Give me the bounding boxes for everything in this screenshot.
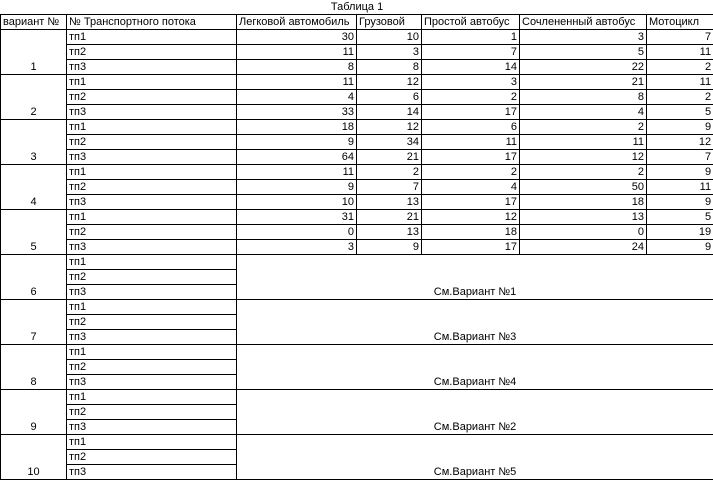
table-row: [1, 60, 713, 75]
see-variant-reference[interactable]: См.Вариант №4: [237, 345, 713, 390]
title-row: [1, 0, 713, 15]
value-cell[interactable]: 11: [422, 135, 520, 150]
stream-cell[interactable]: тп1: [67, 345, 237, 360]
variant-number-cell[interactable]: 9: [1, 390, 67, 435]
stream-cell[interactable]: тп2: [67, 270, 237, 285]
value-cell[interactable]: 2: [422, 165, 520, 180]
variant-number-cell[interactable]: 1: [1, 30, 67, 75]
stream-cell[interactable]: тп1: [67, 165, 237, 180]
value-cell[interactable]: 9: [647, 120, 713, 135]
see-variant-reference[interactable]: См.Вариант №3: [237, 300, 713, 345]
stream-cell[interactable]: тп1: [67, 255, 237, 270]
value-cell[interactable]: 30: [237, 30, 357, 45]
table-row: [1, 105, 713, 120]
stream-cell[interactable]: тп3: [67, 105, 237, 120]
value-cell[interactable]: 17: [422, 105, 520, 120]
column-header[interactable]: Простой автобус: [422, 15, 520, 30]
value-cell[interactable]: 11: [237, 165, 357, 180]
value-cell[interactable]: 3: [237, 240, 357, 255]
table-row: [1, 135, 713, 150]
value-cell[interactable]: 11: [647, 180, 713, 195]
see-variant-reference[interactable]: См.Вариант №5: [237, 435, 713, 480]
value-cell[interactable]: 18: [237, 120, 357, 135]
table-row: [1, 435, 713, 450]
value-cell[interactable]: 11: [647, 45, 713, 60]
value-cell[interactable]: 17: [422, 150, 520, 165]
table-row: [1, 225, 713, 240]
stream-cell[interactable]: тп2: [67, 360, 237, 375]
variant-number-cell[interactable]: 4: [1, 165, 67, 210]
value-cell[interactable]: 31: [237, 210, 357, 225]
value-cell[interactable]: 14: [357, 105, 422, 120]
value-cell[interactable]: 3: [422, 75, 520, 90]
value-cell[interactable]: 17: [422, 195, 520, 210]
value-cell[interactable]: 21: [357, 150, 422, 165]
value-cell[interactable]: 17: [422, 240, 520, 255]
value-cell[interactable]: 13: [520, 210, 647, 225]
value-cell[interactable]: 13: [357, 195, 422, 210]
stream-cell[interactable]: тп3: [67, 195, 237, 210]
stream-cell[interactable]: тп1: [67, 435, 237, 450]
value-cell[interactable]: 8: [520, 90, 647, 105]
table-row: [1, 195, 713, 210]
stream-cell[interactable]: тп1: [67, 390, 237, 405]
value-cell[interactable]: 22: [520, 60, 647, 75]
value-cell[interactable]: 3: [357, 45, 422, 60]
stream-cell[interactable]: тп3: [67, 150, 237, 165]
value-cell[interactable]: 12: [520, 150, 647, 165]
value-cell[interactable]: 33: [237, 105, 357, 120]
column-header[interactable]: Легковой автомобиль: [237, 15, 357, 30]
value-cell[interactable]: 5: [647, 210, 713, 225]
value-cell[interactable]: 18: [520, 195, 647, 210]
variant-number-cell[interactable]: 5: [1, 210, 67, 255]
value-cell[interactable]: 5: [520, 45, 647, 60]
table-row: [1, 240, 713, 255]
value-cell[interactable]: 8: [357, 60, 422, 75]
stream-cell[interactable]: тп3: [67, 420, 237, 435]
stream-cell[interactable]: тп3: [67, 375, 237, 390]
value-cell[interactable]: 7: [357, 180, 422, 195]
table-row: [1, 90, 713, 105]
stream-cell[interactable]: тп2: [67, 315, 237, 330]
table-row: [1, 75, 713, 90]
table-row: [1, 120, 713, 135]
stream-cell[interactable]: тп2: [67, 450, 237, 465]
value-cell[interactable]: 12: [647, 135, 713, 150]
column-header[interactable]: Сочлененный автобус: [520, 15, 647, 30]
value-cell[interactable]: 9: [647, 195, 713, 210]
value-cell[interactable]: 34: [357, 135, 422, 150]
value-cell[interactable]: 2: [647, 60, 713, 75]
value-cell[interactable]: 6: [357, 90, 422, 105]
see-variant-reference[interactable]: См.Вариант №2: [237, 390, 713, 435]
table-row: [1, 300, 713, 315]
value-cell[interactable]: 5: [647, 105, 713, 120]
stream-cell[interactable]: тп3: [67, 465, 237, 480]
table-row: [1, 390, 713, 405]
stream-cell[interactable]: тп3: [67, 240, 237, 255]
value-cell[interactable]: 3: [520, 30, 647, 45]
column-header[interactable]: вариант №: [1, 15, 67, 30]
stream-cell[interactable]: тп3: [67, 60, 237, 75]
value-cell[interactable]: 11: [237, 75, 357, 90]
value-cell[interactable]: 4: [237, 90, 357, 105]
value-cell[interactable]: 7: [422, 45, 520, 60]
stream-cell[interactable]: тп2: [67, 45, 237, 60]
value-cell[interactable]: 11: [647, 75, 713, 90]
value-cell[interactable]: 12: [422, 210, 520, 225]
value-cell[interactable]: 64: [237, 150, 357, 165]
value-cell[interactable]: 21: [520, 75, 647, 90]
variant-number-cell[interactable]: 2: [1, 75, 67, 120]
column-header[interactable]: Грузовой: [357, 15, 422, 30]
variant-number-cell[interactable]: 10: [1, 435, 67, 480]
table-row: [1, 345, 713, 360]
value-cell[interactable]: 2: [422, 90, 520, 105]
value-cell[interactable]: 0: [237, 225, 357, 240]
stream-cell[interactable]: тп3: [67, 330, 237, 345]
value-cell[interactable]: 13: [357, 225, 422, 240]
variant-number-cell[interactable]: 7: [1, 300, 67, 345]
stream-cell[interactable]: тп2: [67, 405, 237, 420]
value-cell[interactable]: 9: [237, 180, 357, 195]
value-cell[interactable]: 19: [647, 225, 713, 240]
variant-number-cell[interactable]: 6: [1, 255, 67, 300]
table-row: [1, 255, 713, 270]
table-row: [1, 150, 713, 165]
stream-cell[interactable]: тп3: [67, 285, 237, 300]
stream-cell[interactable]: тп1: [67, 300, 237, 315]
table-row: [1, 45, 713, 60]
stream-cell[interactable]: тп1: [67, 120, 237, 135]
value-cell[interactable]: 6: [422, 120, 520, 135]
table-row: [1, 210, 713, 225]
table-row: [1, 30, 713, 45]
stream-cell[interactable]: тп1: [67, 210, 237, 225]
see-variant-reference[interactable]: См.Вариант №1: [237, 255, 713, 300]
value-cell[interactable]: 9: [647, 240, 713, 255]
value-cell[interactable]: 10: [357, 30, 422, 45]
variant-number-cell[interactable]: 3: [1, 120, 67, 165]
value-cell[interactable]: 7: [647, 30, 713, 45]
stream-cell[interactable]: тп1: [67, 30, 237, 45]
value-cell[interactable]: 9: [237, 135, 357, 150]
value-cell[interactable]: 12: [357, 75, 422, 90]
table-title: Таблица 1: [1, 0, 713, 15]
value-cell[interactable]: 18: [422, 225, 520, 240]
column-header[interactable]: Мотоцикл: [647, 15, 713, 30]
stream-cell[interactable]: тп2: [67, 135, 237, 150]
value-cell[interactable]: 11: [520, 135, 647, 150]
table-row: [1, 180, 713, 195]
value-cell[interactable]: 4: [520, 105, 647, 120]
value-cell[interactable]: 50: [520, 180, 647, 195]
column-header[interactable]: № Транспортного потока: [67, 15, 237, 30]
value-cell[interactable]: 2: [647, 90, 713, 105]
value-cell[interactable]: 8: [237, 60, 357, 75]
value-cell[interactable]: 14: [422, 60, 520, 75]
value-cell[interactable]: 7: [647, 150, 713, 165]
stream-cell[interactable]: тп1: [67, 75, 237, 90]
value-cell[interactable]: 1: [422, 30, 520, 45]
value-cell[interactable]: 0: [520, 225, 647, 240]
stream-cell[interactable]: тп2: [67, 225, 237, 240]
value-cell[interactable]: 9: [357, 240, 422, 255]
value-cell[interactable]: 10: [237, 195, 357, 210]
value-cell[interactable]: 21: [357, 210, 422, 225]
value-cell[interactable]: 9: [647, 165, 713, 180]
stream-cell[interactable]: тп2: [67, 90, 237, 105]
value-cell[interactable]: 2: [357, 165, 422, 180]
stream-cell[interactable]: тп2: [67, 180, 237, 195]
header-row: [1, 15, 713, 30]
value-cell[interactable]: 24: [520, 240, 647, 255]
value-cell[interactable]: 2: [520, 120, 647, 135]
value-cell[interactable]: 4: [422, 180, 520, 195]
variant-number-cell[interactable]: 8: [1, 345, 67, 390]
value-cell[interactable]: 2: [520, 165, 647, 180]
value-cell[interactable]: 12: [357, 120, 422, 135]
value-cell[interactable]: 11: [237, 45, 357, 60]
table-row: [1, 165, 713, 180]
